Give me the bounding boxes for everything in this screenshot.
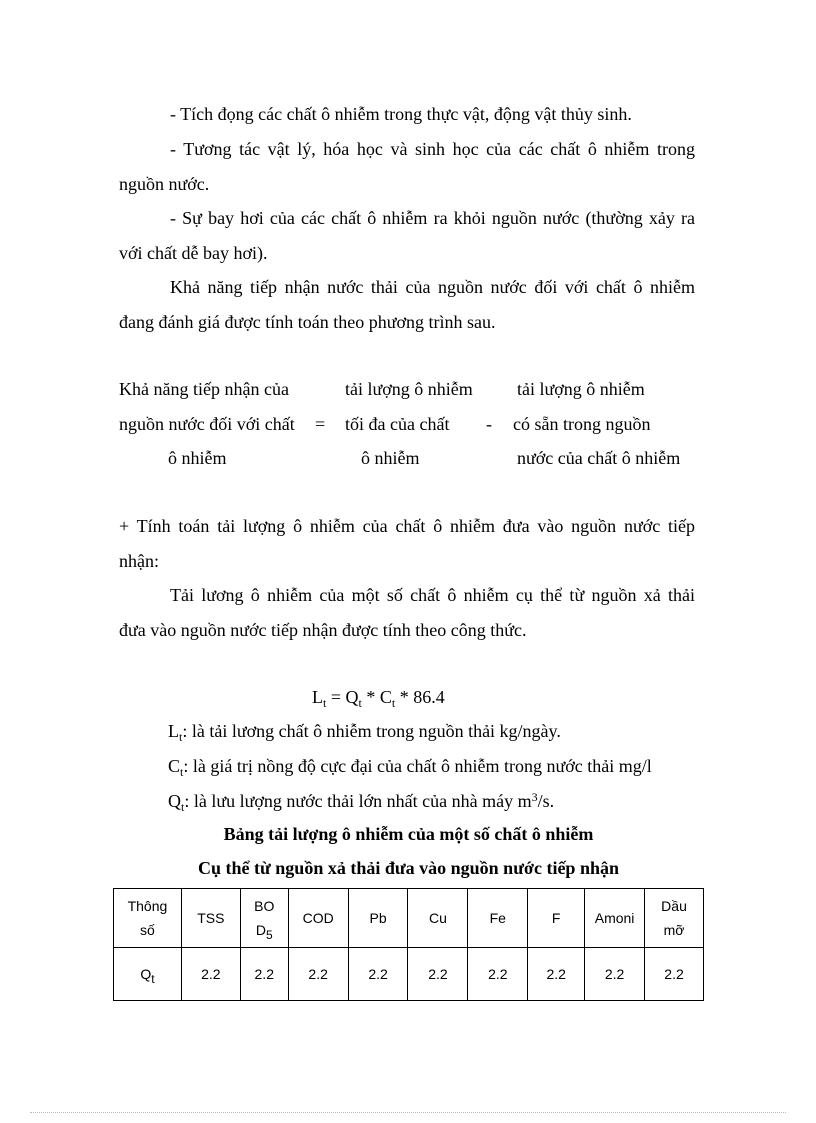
header-pb: Pb — [348, 889, 408, 948]
cell-oil: 2.2 — [645, 948, 704, 1001]
eq-col3-line2: có sẵn trong nguồn — [513, 414, 651, 434]
eq-col1-line1: Khả năng tiếp nhận của — [119, 379, 289, 399]
eq-col2-line2: tối đa của chất — [345, 414, 450, 434]
cell-cod: 2.2 — [288, 948, 348, 1001]
bullet-evaporation-cont: với chất dễ bay hơi). — [119, 243, 268, 263]
definition-qt: $Q_t$: là lưu lượng nước thải lớn nhất của nhà máy $m^3/s$. — [168, 790, 555, 814]
bullet-interaction-cont: nguồn nước. — [119, 174, 210, 194]
capacity-paragraph-cont: đang đánh giá được tính toán theo phương trình sau. — [119, 312, 496, 332]
cell-f: 2.2 — [528, 948, 585, 1001]
header-fe: Fe — [468, 889, 528, 948]
page-footer-divider — [30, 1112, 786, 1113]
header-f: F — [528, 889, 585, 948]
cell-fe: 2.2 — [468, 948, 528, 1001]
table-row — [114, 948, 704, 1001]
calc-paragraph-cont: đưa vào nguồn nước tiếp nhận được tính theo công thức. — [119, 620, 527, 640]
eq-equals-sign: = — [315, 414, 326, 434]
calc-heading: + Tính toán tải lượng ô nhiễm của chất ô nhiễm đưa vào nguồn nước tiếp — [119, 516, 695, 536]
bullet-interaction: - Tương tác vật lý, hóa học và sinh học của các chất ô nhiễm trong — [170, 139, 695, 159]
definition-ct: $C_t$: là giá trị nồng độ cực đại của chất ô nhiễm trong nước thải mg/l — [168, 756, 652, 779]
header-cod: COD — [288, 889, 348, 948]
header-param: Thông số — [114, 889, 182, 948]
eq-col2-line1: tải lượng ô nhiễm — [345, 379, 473, 399]
header-bod5: BO $D_5$ — [240, 889, 288, 948]
eq-col3-line3: nước của chất ô nhiễm — [517, 448, 681, 468]
header-oil: Dầu mỡ — [645, 889, 704, 948]
cell-tss: 2.2 — [181, 948, 240, 1001]
eq-col3-line1: tải lượng ô nhiễm — [517, 379, 645, 399]
header-cu: Cu — [408, 889, 468, 948]
table-header-row — [114, 889, 704, 948]
row-label-qt: $Q_t$ — [114, 948, 182, 1001]
header-amoni: Amoni — [585, 889, 645, 948]
cell-pb: 2.2 — [348, 948, 408, 1001]
eq-minus-sign: - — [486, 414, 492, 434]
eq-col1-line3: ô nhiễm — [168, 448, 227, 468]
cell-cu: 2.2 — [408, 948, 468, 1001]
calc-paragraph: Tải lương ô nhiễm của một số chất ô nhiễm cụ thể từ nguồn xả thải — [170, 585, 695, 605]
definition-lt: $L_t$: là tải lương chất ô nhiễm trong nguồn thải kg/ngày. — [168, 721, 561, 744]
header-tss: TSS — [181, 889, 240, 948]
table-title: Bảng tải lượng ô nhiễm của một số chất ô nhiễm — [223, 824, 594, 844]
capacity-paragraph: Khả năng tiếp nhận nước thải của nguồn nước đối với chất ô nhiễm — [170, 277, 695, 297]
load-formula: $L_t = Q_t * C_t * 86.4$ — [312, 687, 445, 710]
cell-amoni: 2.2 — [585, 948, 645, 1001]
eq-col2-line3: ô nhiễm — [361, 448, 420, 468]
calc-heading-cont: nhận: — [119, 551, 159, 571]
table-subtitle: Cụ thể từ nguồn xả thải đưa vào nguồn nước tiếp nhận — [198, 858, 619, 878]
cell-bod5: 2.2 — [240, 948, 288, 1001]
eq-col1-line2: nguồn nước đối với chất — [119, 414, 295, 434]
bullet-evaporation: - Sự bay hơi của các chất ô nhiễm ra khỏi nguồn nước (thường xảy ra — [170, 208, 695, 228]
bullet-accumulation: - Tích đọng các chất ô nhiễm trong thực vật, động vật thủy sinh. — [170, 104, 632, 124]
pollutant-load-table — [113, 888, 704, 1001]
